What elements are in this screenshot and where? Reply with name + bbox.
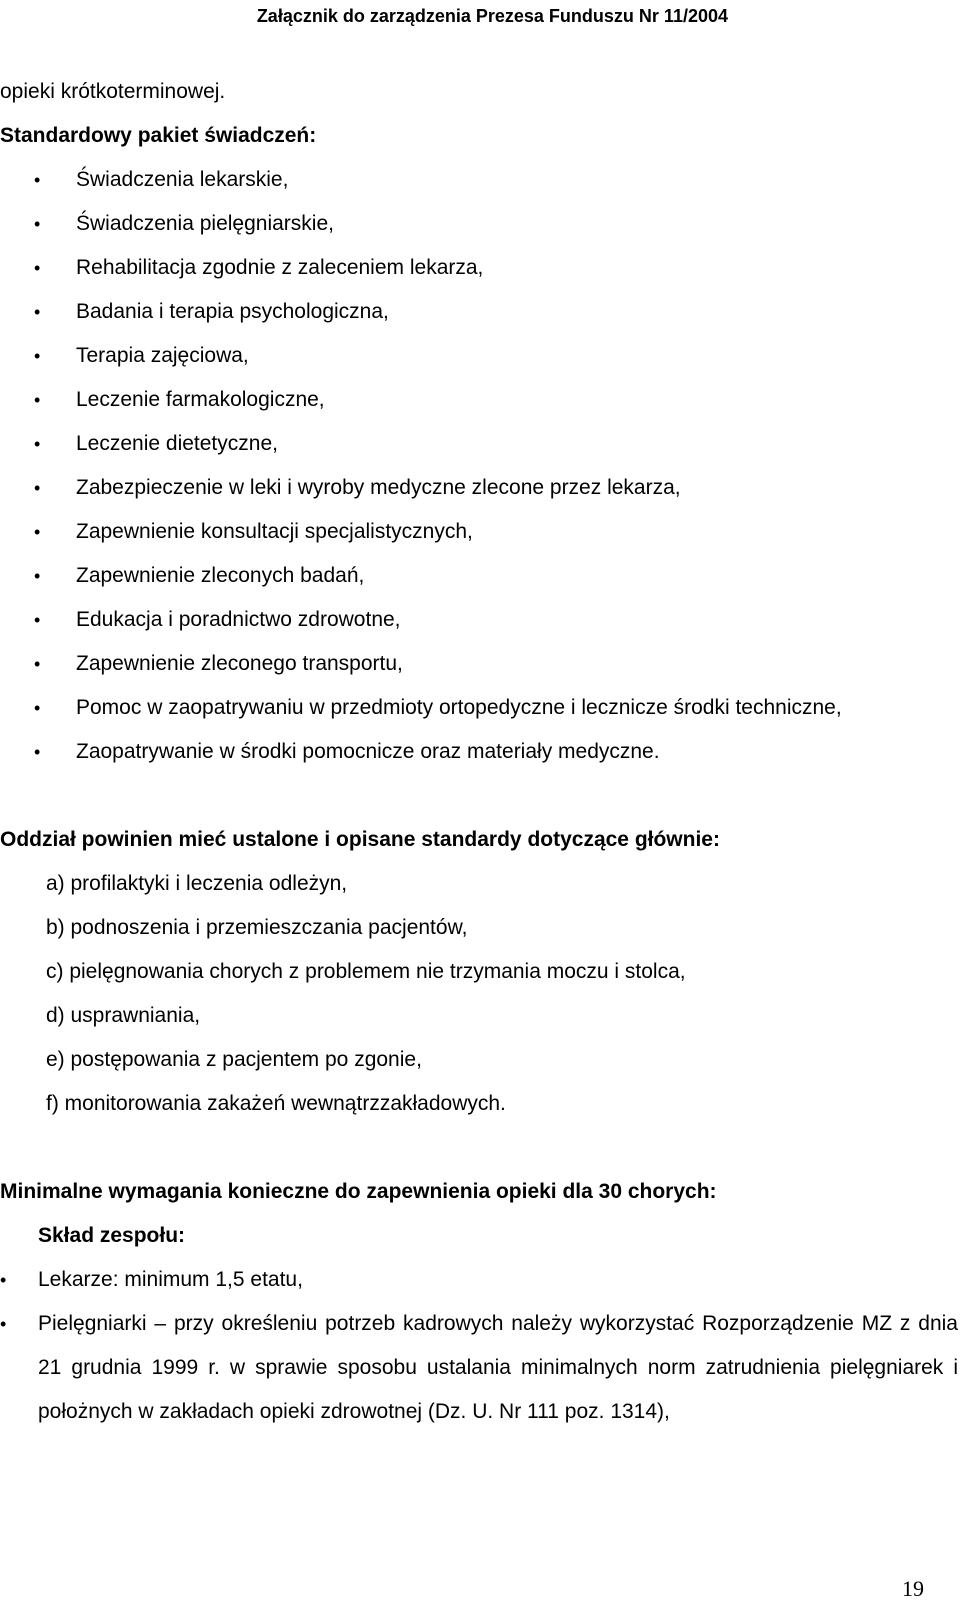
list-item-text: Zabezpieczenie w leki i wyroby medyczne zlecone przez lekarza, <box>76 476 681 499</box>
bullet-icon: • <box>34 258 41 278</box>
bullet-icon: • <box>34 478 41 498</box>
list-item-text: Leczenie farmakologiczne, <box>76 388 325 411</box>
list-item-text: Świadczenia lekarskie, <box>76 168 289 191</box>
bullet-icon: • <box>34 434 41 454</box>
list-item <box>0 1302 958 1434</box>
list-item: b) podnoszenia i przemieszczania pacjentów, <box>46 916 468 939</box>
page-number: 19 <box>902 1576 924 1601</box>
bullet-icon: • <box>34 698 41 718</box>
list-item <box>0 334 958 378</box>
document-header: Załącznik do zarządzenia Prezesa Funduszu Nr 11/2004 <box>256 6 728 26</box>
bullet-icon: • <box>34 522 41 542</box>
standards-list <box>0 862 958 1126</box>
list-item-text: Badania i terapia psychologiczna, <box>76 300 389 323</box>
list-item <box>0 510 958 554</box>
requirements-heading: Minimalne wymagania konieczne do zapewnienia opieki dla 30 chorych: <box>0 1180 717 1203</box>
list-item-text: Rehabilitacja zgodnie z zaleceniem lekarza, <box>76 256 484 279</box>
bullet-icon: • <box>34 214 41 234</box>
list-item <box>0 598 958 642</box>
list-item <box>0 1258 958 1302</box>
list-item <box>0 202 958 246</box>
list-item-text: Terapia zajęciowa, <box>76 344 249 367</box>
list-item-text: Zaopatrywanie w środki pomocnicze oraz materiały medyczne. <box>76 740 660 763</box>
bullet-icon: • <box>0 1270 7 1290</box>
list-item <box>0 642 958 686</box>
list-item <box>0 378 958 422</box>
standard-package-heading: Standardowy pakiet świadczeń: <box>0 124 317 147</box>
document-body <box>0 70 958 1434</box>
list-item <box>0 158 958 202</box>
bullet-icon: • <box>34 170 41 190</box>
list-item-text: Leczenie dietetyczne, <box>76 432 278 455</box>
list-item <box>0 290 958 334</box>
staff-list <box>0 1258 958 1434</box>
bullet-icon: • <box>0 1314 7 1334</box>
intro-line: opieki krótkoterminowej. <box>0 80 226 103</box>
bullet-icon: • <box>34 566 41 586</box>
list-item: c) pielęgnowania chorych z problemem nie trzymania moczu i stolca, <box>46 960 686 983</box>
list-item-text: Pomoc w zaopatrywaniu w przedmioty ortopedyczne i lecznicze środki techniczne, <box>76 696 842 719</box>
list-item-text: Lekarze: minimum 1,5 etatu, <box>38 1268 303 1291</box>
list-item: e) postępowania z pacjentem po zgonie, <box>46 1048 422 1071</box>
list-item <box>0 730 958 774</box>
list-item-text: Zapewnienie konsultacji specjalistycznych, <box>76 520 473 543</box>
list-item <box>0 422 958 466</box>
standards-heading: Oddział powinien mieć ustalone i opisane standardy dotyczące głównie: <box>0 828 720 851</box>
list-item <box>0 246 958 290</box>
standard-package-list <box>0 158 958 774</box>
bullet-icon: • <box>34 302 41 322</box>
list-item: f) monitorowania zakażeń wewnątrzzakładowych. <box>46 1092 506 1115</box>
team-composition-heading: Skład zespołu: <box>38 1224 186 1247</box>
list-item-text: Edukacja i poradnictwo zdrowotne, <box>76 608 401 631</box>
list-item: a) profilaktyki i leczenia odleżyn, <box>46 872 348 895</box>
bullet-icon: • <box>34 610 41 630</box>
bullet-icon: • <box>34 654 41 674</box>
list-item-text: Zapewnienie zleconego transportu, <box>76 652 403 675</box>
list-item <box>0 686 958 730</box>
list-item-text: Zapewnienie zleconych badań, <box>76 564 365 587</box>
list-item <box>0 466 958 510</box>
bullet-icon: • <box>34 742 41 762</box>
list-item-text: Świadczenia pielęgniarskie, <box>76 212 334 235</box>
bullet-icon: • <box>34 390 41 410</box>
section-spacer <box>0 774 958 818</box>
list-item: d) usprawniania, <box>46 1004 201 1027</box>
bullet-icon: • <box>34 346 41 366</box>
section-spacer <box>0 1126 958 1170</box>
list-item-text: Pielęgniarki – przy określeniu potrzeb kadrowych należy wykorzystać Rozporządzenie MZ z dnia 21 grudnia 1999 r. w sprawie sposobu ustalania minimalnych norm zatrudnienia pielęgniarek i położnych w zakładach opieki zdrowotnej (Dz. U. Nr 111 poz. 1314), <box>38 1312 958 1423</box>
list-item <box>0 554 958 598</box>
